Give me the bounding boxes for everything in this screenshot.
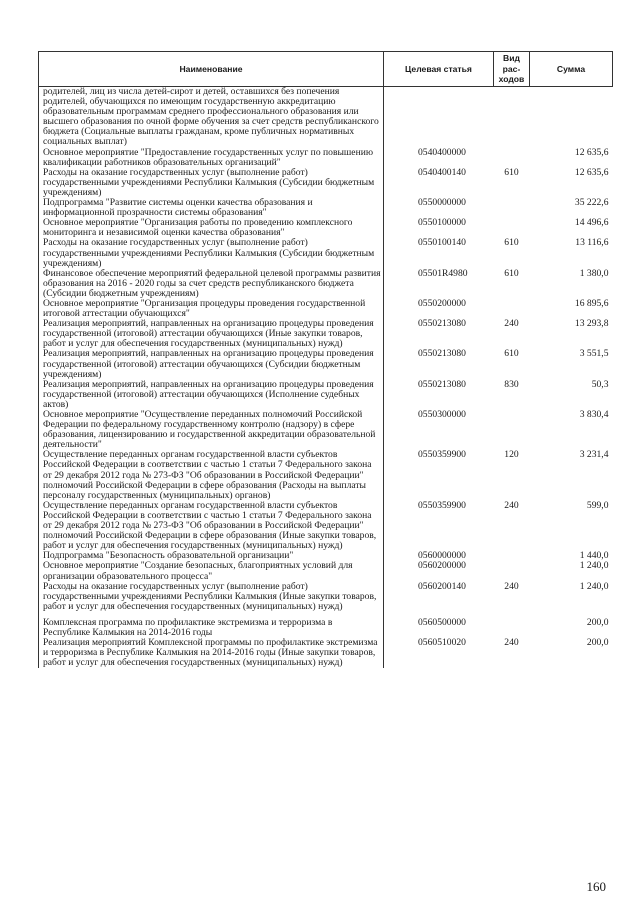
row-name-cell: Расходы на оказание государственных услуг (выполнение работ) государственными учреждениями Республики Калмыкия (Субсидии бюджетным учреждениям)	[39, 238, 384, 268]
table-row	[39, 218, 613, 238]
row-name-cell: Подпрограмма "Безопасность образовательной организации"	[39, 551, 384, 561]
row-code-cell: 05501R4980	[418, 267, 468, 279]
row-name-cell: Расходы на оказание государственных услуг (выполнение работ) государственными учреждениями Республики Калмыкия (Иные закупки товаров, работ и услуг для обеспечения государственных (муниципальных) нужд)	[39, 582, 384, 612]
row-sum-cell: 12 635,6	[574, 166, 609, 178]
row-code-cell: 0540400000	[418, 146, 466, 158]
row-vid-cell: 610	[504, 267, 519, 279]
row-sum-cell: 1 240,0	[579, 580, 609, 592]
row-sum-cell: 1 440,0	[579, 550, 609, 562]
row-sum-cell: 3 551,5	[579, 348, 609, 360]
table-row	[39, 612, 613, 638]
row-vid-cell: 240	[504, 499, 519, 511]
header-vid: Вид рас-ходов	[494, 52, 530, 87]
row-vid-cell	[494, 198, 530, 218]
budget-table	[38, 51, 613, 668]
row-vid-cell: 610	[504, 348, 519, 360]
row-sum-cell: 12 635,6	[574, 146, 609, 158]
table-row	[39, 410, 613, 450]
row-sum-cell: 50,3	[591, 378, 609, 390]
table-row	[39, 238, 613, 268]
table-row	[39, 582, 613, 612]
row-name-cell: Основное мероприятие "Осуществление переданных полномочий Российской Федерации по федеральному государственному контролю (надзору) в сфере образования, лицензированию и государственной аккредитации образовательной деятельности"	[39, 410, 384, 450]
table-row	[39, 501, 613, 551]
table-row	[39, 269, 613, 299]
row-code-cell: 0540400140	[418, 166, 466, 178]
table-row	[39, 299, 613, 319]
table-row	[39, 561, 613, 581]
row-vid-cell: 610	[504, 166, 519, 178]
table-header-row	[39, 52, 613, 87]
row-code-cell	[384, 87, 494, 148]
page-number: 160	[586, 879, 606, 894]
row-sum-cell: 200,0	[586, 616, 609, 628]
row-name-cell: Подпрограмма "Развитие системы оценки качества образования и информационной прозрачности системы образования"	[39, 198, 384, 218]
row-name-cell: Осуществление переданных органам государственной власти субъектов Российской Федерации в соответствии с частью 1 статьи 7 Федерального закона от 29 декабря 2012 года № 273-ФЗ "Об образовании в Российской Федерации" полномочий Российской Федерации в сфере образования (Расходы на выплаты персоналу государственных (муниципальных) органов)	[39, 450, 384, 500]
header-sum: Сумма	[530, 52, 613, 87]
row-sum-cell: 200,0	[586, 637, 609, 649]
row-code-cell: 0550213080	[418, 378, 466, 390]
row-name-cell: Расходы на оказание государственных услуг (выполнение работ) государственными учреждениями Республики Калмыкия (Субсидии бюджетным учреждениям)	[39, 168, 384, 198]
row-vid-cell	[494, 561, 530, 581]
row-name-cell: Основное мероприятие "Создание безопасных, благоприятных условий для организации образовательного процесса"	[39, 561, 384, 581]
row-name-cell: родителей, лиц из числа детей-сирот и детей, оставшихся без попечения родителей, обучающихся по имеющим государственную аккредитацию образовательным программам среднего профессионального образования или высшего образования по очной форме обучения за счет средств республиканского бюджета (Социальные выплаты гражданам, кроме публичных нормативных социальных выплат)	[39, 87, 384, 148]
row-name-cell: Основное мероприятие "Организация процедуры проведения государственной итоговой аттестации обучающихся"	[39, 299, 384, 319]
row-name-cell: Реализация мероприятий, направленных на организацию процедуры проведения государственной (итоговой) аттестации обучающихся (Иные закупки товаров, работ и услуг для обеспечения государственных (муниципальных) нужд)	[39, 319, 384, 349]
row-name-cell: Основное мероприятие "Организация работы по проведению комплексного мониторинга и независимой оценки качества образования"	[39, 218, 384, 238]
row-name-cell: Реализация мероприятий, направленных на организацию процедуры проведения государственной (итоговой) аттестации обучающихся (Субсидии бюджетным учреждениям)	[39, 349, 384, 379]
row-sum-cell: 599,0	[586, 499, 609, 511]
row-sum-cell: 13 116,6	[575, 237, 609, 249]
table-row	[39, 450, 613, 500]
row-code-cell: 0550359900	[418, 499, 466, 511]
row-code-cell: 0550100140	[418, 237, 466, 249]
row-vid-cell: 610	[504, 237, 519, 249]
row-code-cell: 0550359900	[418, 449, 466, 461]
row-vid-cell: 240	[504, 580, 519, 592]
row-code-cell: 0550000000	[418, 197, 466, 209]
table-row	[39, 198, 613, 218]
row-sum-cell: 35 222,6	[574, 197, 609, 209]
row-vid-cell: 240	[504, 318, 519, 330]
row-sum-cell: 1 240,0	[579, 560, 609, 572]
table-row	[39, 148, 613, 168]
row-vid-cell	[494, 218, 530, 238]
row-code-cell: 0550213080	[418, 348, 466, 360]
table-body	[39, 87, 613, 669]
table-row	[39, 87, 613, 148]
row-sum-cell: 3 231,4	[579, 449, 609, 461]
row-code-cell: 0560200140	[418, 580, 466, 592]
row-code-cell: 0550200000	[418, 297, 466, 309]
table-row	[39, 638, 613, 668]
header-code: Целевая статья	[384, 52, 494, 87]
row-name-cell: Реализация мероприятий, направленных на организацию процедуры проведения государственной (итоговой) аттестации обучающихся (Исполнение судебных актов)	[39, 380, 384, 410]
row-vid-cell	[494, 612, 530, 638]
row-name-cell: Основное мероприятие "Предоставление государственных услуг по повышению квалификации работников образовательных организаций"	[39, 148, 384, 168]
row-vid-cell: 120	[504, 449, 519, 461]
row-code-cell: 0560500000	[418, 616, 466, 628]
row-vid-cell	[494, 410, 530, 450]
table-row	[39, 380, 613, 410]
row-name-cell: Осуществление переданных органам государственной власти субъектов Российской Федерации в соответствии с частью 1 статьи 7 Федерального закона от 29 декабря 2012 года № 273-ФЗ "Об образовании в Российской Федерации" полномочий Российской Федерации в сфере образования (Иные закупки товаров, работ и услуг для обеспечения государственных (муниципальных) нужд)	[39, 501, 384, 551]
row-vid-cell	[494, 299, 530, 319]
row-vid-cell: 830	[504, 378, 519, 390]
row-sum-cell: 14 496,6	[574, 217, 609, 229]
row-code-cell: 0560510020	[418, 637, 466, 649]
row-sum-cell: 13 293,8	[574, 318, 609, 330]
row-code-cell: 0550213080	[418, 318, 466, 330]
row-code-cell: 0560000000	[418, 550, 466, 562]
row-code-cell: 0560200000	[418, 560, 466, 572]
row-vid-cell	[494, 148, 530, 168]
header-name: Наименование	[39, 52, 384, 87]
row-name-cell: Комплексная программа по профилактике экстремизма и терроризма в Республике Калмыкия на 2014-2016 годы	[39, 612, 384, 638]
row-name-cell: Финансовое обеспечение мероприятий федеральной целевой программы развития образования на 2016 - 2020 годы за счет средств республиканского бюджета (Субсидии бюджетным учреждениям)	[39, 269, 384, 299]
row-code-cell: 0550300000	[418, 409, 466, 420]
row-sum-cell	[530, 87, 613, 148]
row-name-cell: Реализация мероприятий Комплексной программы по профилактике экстремизма и терроризма в Республике Калмыкия на 2014-2016 годы (Иные закупки товаров, работ и услуг для обеспечения государственных (муниципальных) нужд)	[39, 638, 384, 668]
row-sum-cell: 3 830,4	[579, 409, 609, 420]
row-vid-cell	[494, 551, 530, 561]
row-sum-cell: 1 380,0	[579, 267, 609, 279]
row-code-cell: 0550100000	[418, 217, 466, 229]
row-sum-cell: 16 895,6	[574, 297, 609, 309]
table-row	[39, 319, 613, 349]
row-vid-cell: 240	[504, 637, 519, 649]
row-vid-cell	[494, 87, 530, 148]
table-row	[39, 168, 613, 198]
table-row	[39, 349, 613, 379]
